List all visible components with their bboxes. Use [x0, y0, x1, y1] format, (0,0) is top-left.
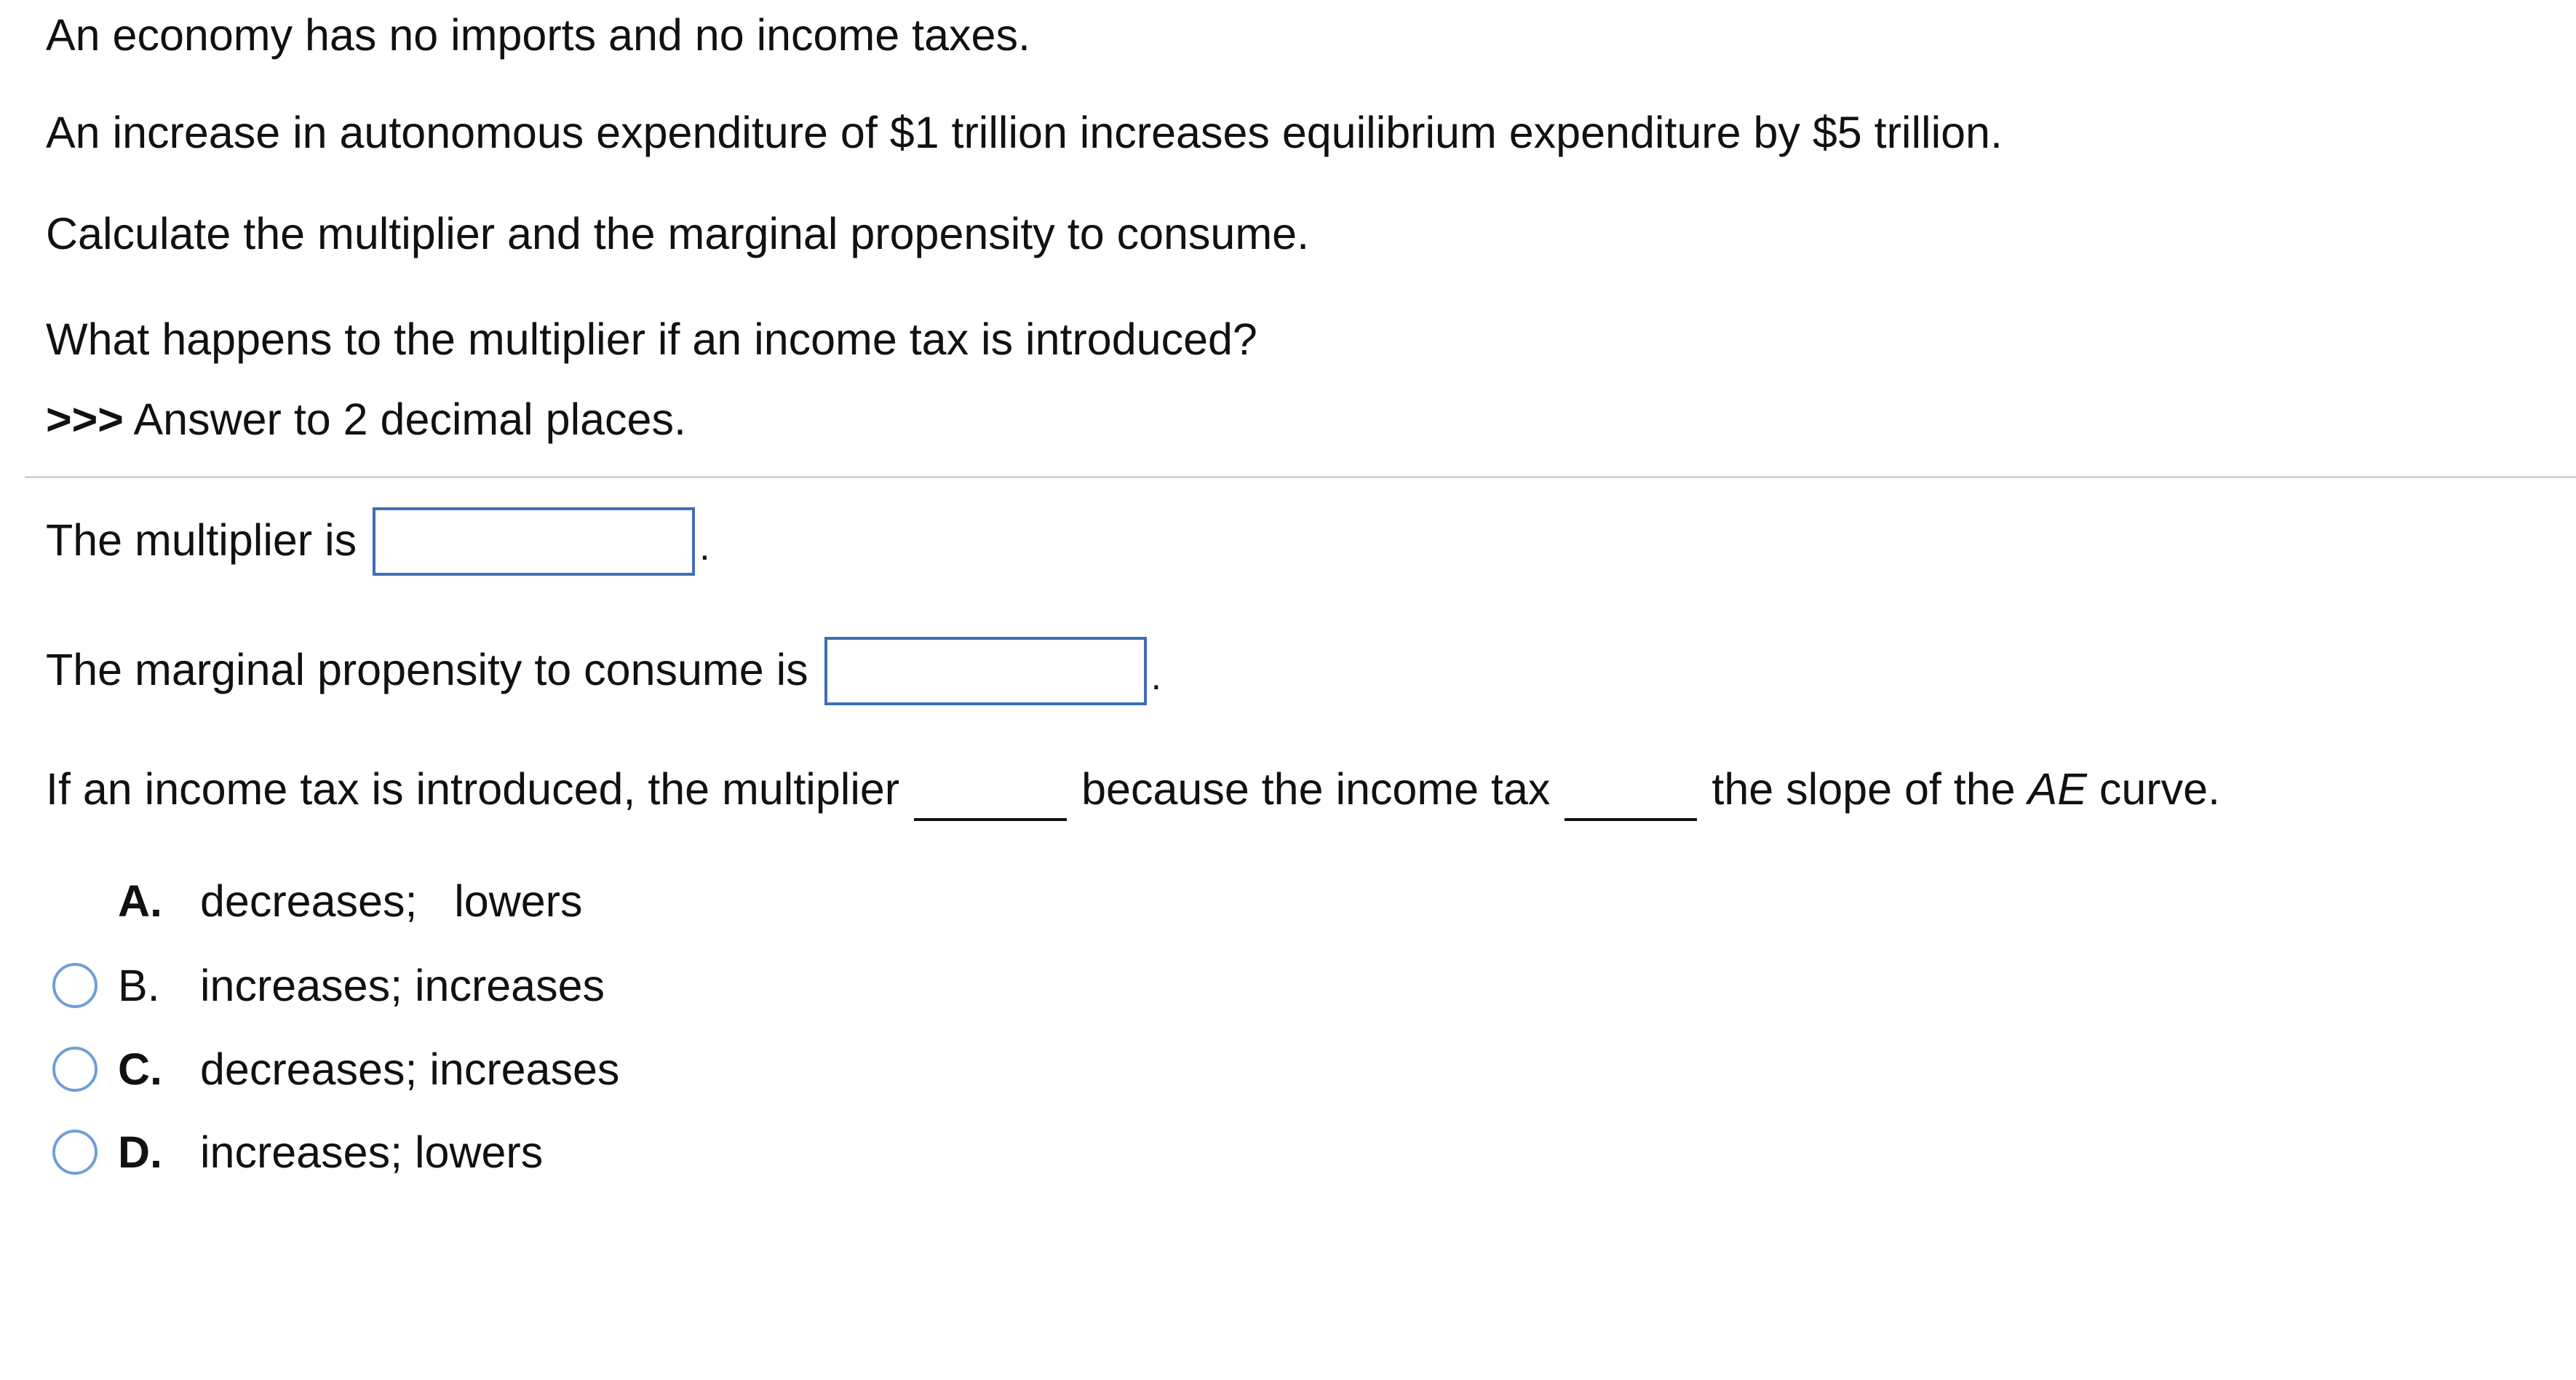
blank-multiplier: [914, 774, 1067, 821]
multiplier-label: The multiplier is: [46, 515, 357, 565]
choice-b-letter: B.: [118, 961, 160, 1010]
choice-b-radio-icon[interactable]: [52, 963, 98, 1008]
ae-term: AE: [2027, 764, 2087, 814]
choice-d[interactable]: [52, 1121, 543, 1183]
question-line-1: An economy has no imports and no income taxes.: [46, 10, 1030, 60]
choice-b[interactable]: [52, 954, 605, 1017]
choice-c-letter: C.: [118, 1044, 162, 1094]
section-divider: [25, 476, 2576, 478]
mpc-row: [46, 632, 1161, 707]
question-line-3: Calculate the multiplier and the marginal propensity to consume.: [46, 209, 1310, 258]
choice-a[interactable]: [52, 870, 583, 932]
answer-hint: [46, 393, 686, 445]
tax-sentence-part3: the slope of the: [1712, 764, 2016, 814]
hint-text: Answer to 2 decimal places.: [133, 394, 686, 444]
choice-a-letter: A.: [118, 876, 162, 926]
mpc-label: The marginal propensity to consume is: [46, 645, 808, 694]
tax-sentence-part2: because the income tax: [1081, 764, 1551, 814]
mpc-suffix: .: [1150, 656, 1162, 698]
tax-sentence-part4: curve.: [2099, 764, 2220, 814]
choice-b-text: increases; increases: [200, 961, 605, 1010]
choice-a-text: decreases; lowers: [200, 876, 583, 926]
blank-slope: [1565, 774, 1697, 821]
choice-d-radio-icon[interactable]: [52, 1130, 98, 1175]
multiplier-suffix: .: [699, 526, 710, 568]
mpc-input[interactable]: [824, 637, 1147, 705]
choice-d-letter: D.: [118, 1127, 162, 1177]
choice-c-text: decreases; increases: [200, 1044, 620, 1094]
question-line-4: What happens to the multiplier if an income tax is introduced?: [46, 314, 1257, 364]
multiplier-input[interactable]: [373, 507, 695, 576]
multiplier-row: [46, 502, 710, 578]
choice-d-text: increases; lowers: [200, 1127, 544, 1177]
choice-c[interactable]: [52, 1038, 619, 1101]
income-tax-sentence: [46, 763, 2220, 815]
tax-sentence-part1: If an income tax is introduced, the multiplier: [46, 764, 900, 814]
choice-c-radio-icon[interactable]: [52, 1047, 98, 1092]
hint-arrows: >>>: [46, 394, 124, 444]
question-line-2: An increase in autonomous expenditure of $1 trillion increases equilibrium expenditure by $5 trillion.: [46, 108, 2003, 157]
